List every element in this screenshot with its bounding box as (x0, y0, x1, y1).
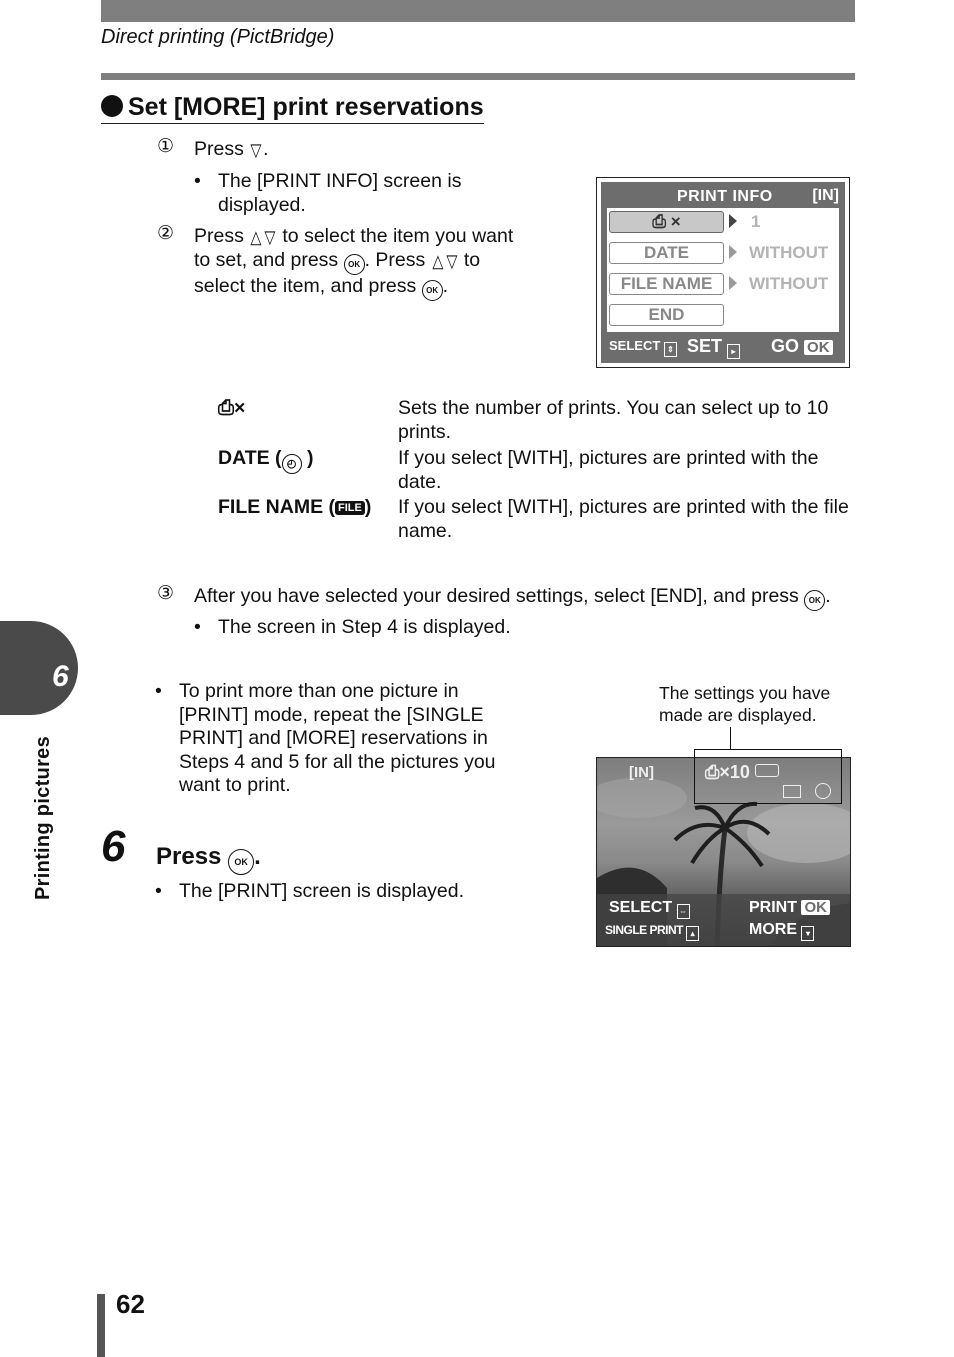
leftright-icon: ⇔ (677, 904, 690, 919)
step-6-title: Press OK . (156, 843, 261, 875)
ok-button-icon: OK (228, 849, 254, 875)
menu-area (607, 208, 839, 332)
callout-leader (730, 727, 731, 749)
arrow-right-icon (729, 245, 737, 259)
screen-footer (605, 333, 841, 359)
memory-badge: [IN] (629, 764, 654, 781)
bullet-marker: • (194, 616, 201, 638)
row-desc-file-name: If you select [WITH], pictures are printed with the file name. (398, 496, 849, 542)
print-count: ⎙×10 (705, 762, 779, 783)
more-label: MORE ▾ (749, 921, 814, 941)
section-title-text: Set [MORE] print reservations (128, 93, 484, 121)
step-3-bullet: The screen in Step 4 is displayed. (218, 616, 511, 638)
menu-value-file-name: WITHOUT (749, 274, 829, 293)
print-icon: ⎙ (652, 212, 666, 231)
set-label: SET ▸ (687, 336, 740, 359)
row-label-prints: ⎙× (218, 397, 246, 419)
updown-icon: ⇕ (664, 342, 677, 357)
callout-text: The settings you have made are displayed. (659, 683, 831, 725)
menu-item-file-name: FILE NAME (609, 273, 724, 295)
step-6-bullet: The [PRINT] screen is displayed. (179, 880, 465, 902)
section-title (101, 93, 484, 124)
chapter-title: Printing pictures (32, 735, 54, 900)
up-arrow-icon: △ (432, 250, 444, 271)
bullet-marker: • (155, 880, 162, 902)
row-label-file-name: FILE NAME ( FILE ) (218, 496, 372, 518)
chapter-number: 6 (52, 660, 69, 693)
row-desc-prints: Sets the number of prints. You can select up to 10 prints. (398, 397, 829, 443)
up-icon: ▴ (686, 926, 699, 941)
file-icon: FILE (335, 501, 365, 515)
ok-icon: OK (801, 900, 830, 915)
step-2-number: ② (157, 223, 175, 244)
up-arrow-icon: △ (250, 227, 262, 247)
row-label-date: DATE ( ◴ ) (218, 447, 313, 474)
arrow-right-icon (729, 276, 737, 290)
print-info-screen (596, 177, 850, 368)
down-arrow-icon: ▽ (264, 227, 276, 247)
row-desc-date: If you select [WITH], pictures are printed with the date. (398, 447, 819, 493)
right-icon: ▸ (727, 344, 740, 359)
screen-title: PRINT INFO (677, 188, 773, 205)
menu-item-date: DATE (609, 242, 724, 264)
step-1-text: Press ▽. (194, 138, 269, 160)
ok-button-icon: OK (422, 280, 443, 301)
ok-icon: OK (804, 340, 833, 355)
menu-item-end: END (609, 304, 724, 326)
page-number: 62 (116, 1289, 145, 1319)
header-bar (101, 0, 855, 22)
step-3-text: After you have selected your desired settings, select [END], and press OK . (194, 585, 831, 611)
bullet-marker: • (155, 680, 162, 702)
step-1-number: ① (157, 136, 175, 157)
step-1-bullet: The [PRINT INFO] screen is displayed. (218, 170, 462, 216)
down-icon: ▾ (801, 926, 814, 941)
menu-value-prints: 1 (751, 212, 761, 231)
page-number-bar (97, 1294, 105, 1357)
single-print-label: SINGLE PRINT ▴ (605, 923, 699, 941)
print-icon: ⎙ (705, 762, 720, 782)
callout-box (694, 749, 842, 804)
screen-frame (601, 182, 845, 363)
arrow-right-icon (729, 214, 737, 228)
step-3-number: ③ (157, 583, 175, 604)
ok-button-icon: OK (804, 590, 825, 611)
print-label: PRINT OK (749, 899, 830, 917)
step-2-text: Press △ ▽ to select the item you want to set, and press OK . Press △ ▽ to select the item, and press OK . (194, 225, 554, 301)
down-arrow-icon: ▽ (445, 250, 458, 271)
running-header: Direct printing (PictBridge) (101, 26, 335, 48)
step-6-number: 6 (101, 822, 126, 871)
header-rule (101, 73, 855, 80)
memory-badge: [IN] (812, 187, 839, 204)
select-label: SELECT ⇔ (609, 899, 690, 919)
down-arrow-icon: ▽ (250, 140, 262, 160)
go-label: GO OK (771, 336, 833, 357)
ok-button-icon: OK (344, 254, 365, 275)
bullet-icon (101, 95, 123, 117)
menu-value-date: WITHOUT (749, 243, 829, 262)
note-text: To print more than one picture in [PRINT] mode, repeat the [SINGLE PRINT] and [MORE] reservations in Steps 4 and 5 for all the pictures you want to print. (179, 680, 496, 796)
bullet-marker: • (194, 170, 201, 192)
clock-icon: ◴ (282, 454, 302, 474)
print-icon: ⎙ (218, 397, 234, 419)
menu-item-prints: ⎙ × (609, 211, 724, 233)
select-label: SELECT ⇕ (609, 338, 677, 357)
